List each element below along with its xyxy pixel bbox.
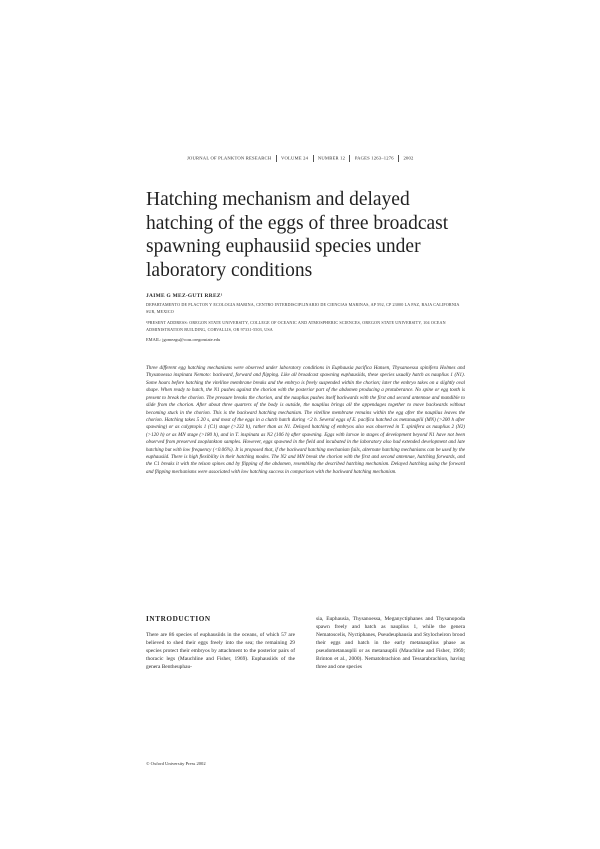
present-address: ¹PRESENT ADDRESS: OREGON STATE UNIVERSITY, COLLEGE OF OCEANIC AND ATMOSPHERIC SCIENCES, OREGON STATE UNIVERSITY, 104 OCEAN ADMINISTRATION BUILDING, CORVALLIS, OR 97331-5503, USA (146, 320, 446, 332)
header-separator (398, 155, 399, 162)
author-email: EMAIL: jgomezgu@coas.oregonstate.edu (146, 337, 221, 342)
year-label: 2002 (403, 155, 414, 161)
introduction-right-column: sia, Euphausia, Thysanoessa, Meganyctiphanes and Thysanopoda spawn freely and hatch as nauplius 1, while the genera Nematoscelis, Nyctiphanes, Pseudeuphausia and Stylocheiron brood their eggs and hatch in the early metanauplius phase as pseudometanauplii or as metanauplii (Mauchline and Fisher, 1969; Brinton et al., 2000). Nematobrachion and Tessarabrachion, having three and one species (316, 616, 465, 671)
number-label: NUMBER 12 (317, 155, 346, 161)
abstract-text: Three different egg hatching mechanisms were observed under laboratory conditions in Euphausia pacifica Hansen, Thysanoessa spinifera Holmes and Thysanoessa inspinata Nemoto: backward, forward and flipping. Like all broadcast spawning euphausiids, these species usually hatch as nauplius 1 (N1). Some hours before hatching the vitelline membrane breaks and the embryo is freely suspended within the chorion; later the embryo takes on a slightly oval shape. When ready to hatch, the N1 pushes against the chorion with the posterior part of the abdomen producing a protuberance. No spine or egg tooth is present to break the chorion. The pressure breaks the chorion, and the nauplius pushes itself backwards with the first and second antennae and mandible to slide from the chorion. After about three quarters of the body is outside, the nauplius brings all the appendages together to move backwards without becoming stuck in the chorion. This is the backward hatching mechanism. The vitelline membrane remains within the egg after the nauplius leaves the chorion. Hatching takes 5 20 s, and most of the eggs in a clutch hatch during <2 h. Several eggs of E. pacifica hatched as metanauplii (MN) (>200 h after spawning) or as calyptopis 1 (C1) stage (>232 h), rather than as N1. Delayed hatching of embryos also was observed in T. spinifera as nauplius 2 (N2) (>120 h) or as MN stage (>180 h), and in T. inspinata as N2 (106 h) after spawning. Eggs with larvae in stages of development beyond N1 have not been observed from preserved zooplankton samples. However, eggs spawned in the field and incubated in the laboratory also had extended development and late hatching but with low frequency (<0.06%). It is proposed that, if the backward hatching mechanism fails, alternate hatching mechanisms can be used by the euphausiid. There is high flexibility in their hatching modes. The N2 and MN break the chorion with the first and second antennae, hatching forwards, and the C1 breaks it with the telson spines and by flipping of the abdomen, resembling the described hatching mechanism. Delayed hatching using the forward and flipping mechanisms were associated with low hatching success in comparison with the backward hatching mechanism. (146, 365, 465, 475)
header-separator (276, 155, 277, 162)
section-heading-introduction: INTRODUCTION (146, 615, 211, 623)
volume-label: VOLUME 24 (280, 155, 309, 161)
author-names: JAIME G MEZ-GUTI RREZ¹ (146, 293, 223, 299)
running-header (187, 155, 437, 162)
pages-label: PAGES 1263–1276 (354, 155, 394, 161)
header-separator (349, 155, 350, 162)
article-title: Hatching mechanism and delayed hatching of the eggs of three broadcast spawning euphausiid species under laboratory conditions (146, 189, 449, 281)
author-affiliation: DEPARTAMENTO DE PLACTON Y ECOLOGIA MARINA, CENTRO INTERDISCIPLINARIO DE CIENCIAS MARINAS, AP 592, CP 23000 LA PAZ, BAJA CALIFORNIA SUR, MEXICO (146, 302, 460, 314)
copyright-notice: © Oxford University Press 2002 (146, 761, 206, 766)
header-separator (313, 155, 314, 162)
journal-name: JOURNAL OF PLANKTON RESEARCH (187, 155, 272, 161)
introduction-left-column: There are 86 species of euphausiids in the oceans, of which 57 are believed to shed their eggs freely into the sea; the remaining 29 species protect their embryos by attachment to the posterior pairs of thoracic legs (Mauchline and Fisher, 1969). Euphausiids of the genera Bentheuphau- (146, 632, 295, 671)
